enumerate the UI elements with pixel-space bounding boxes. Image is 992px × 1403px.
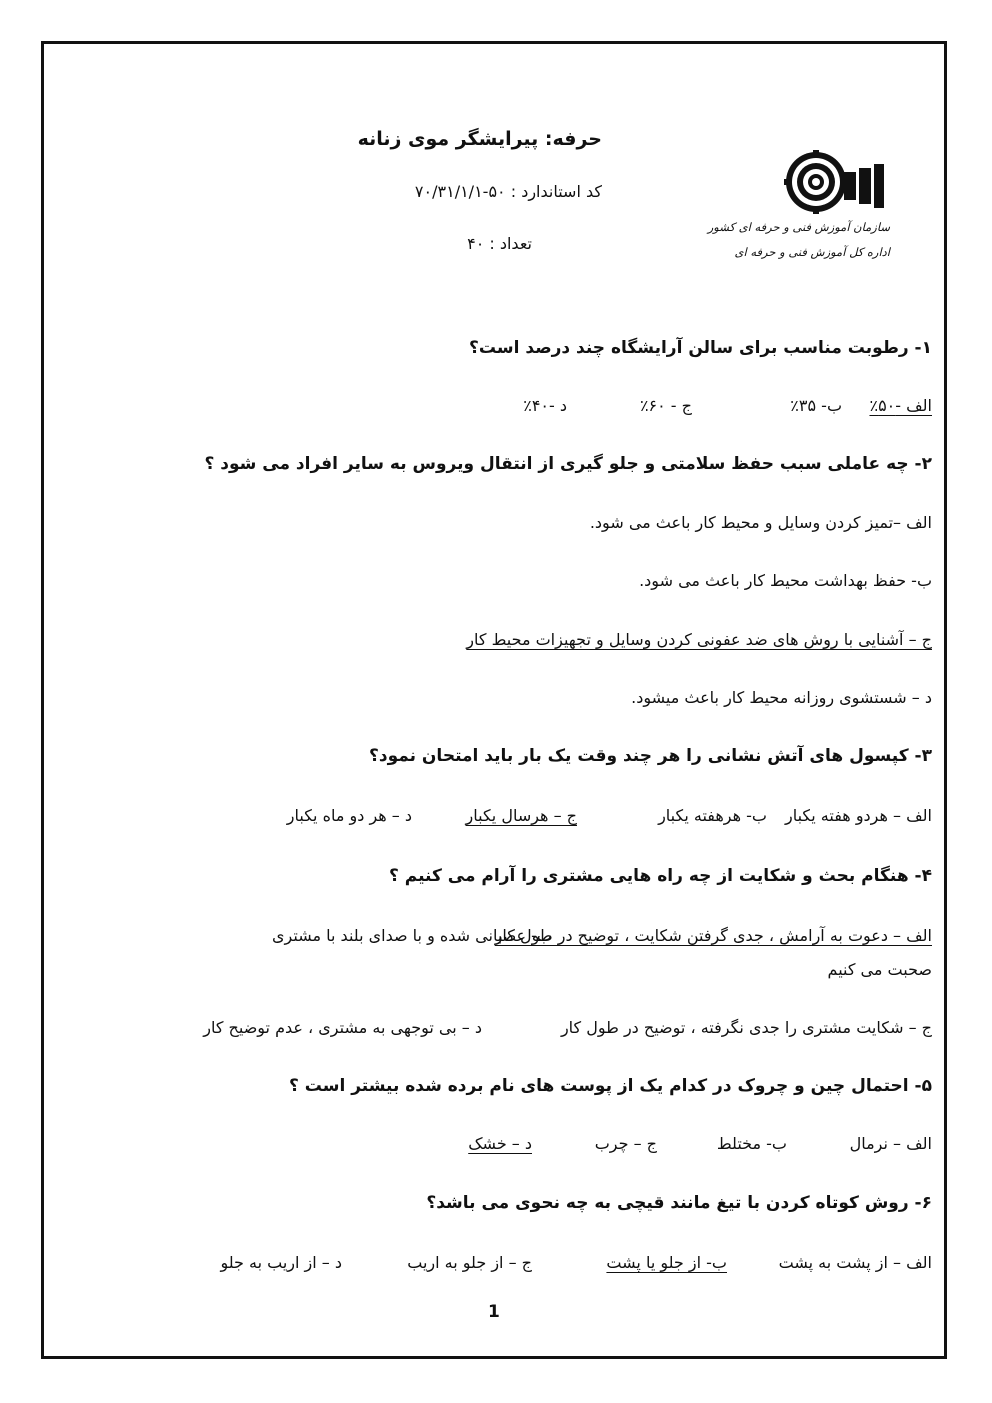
q1-option-d: د -۴۰٪ — [523, 396, 567, 415]
q6-option-c: ج – از جلو به اریب — [407, 1253, 532, 1272]
question-count: تعداد : ۴۰ — [467, 234, 532, 253]
q5-option-d: د – خشک — [468, 1134, 532, 1153]
question-2: ۲- چه عاملی سبب حفظ سلامتی و جلو گیری از انتقال ویروس به سایر افراد می شود ؟ — [204, 454, 932, 474]
standard-code: کد استاندارد : ۵۰-۷۰/۳۱/۱/۱ — [414, 182, 602, 201]
q6-option-b: ب- از جلو یا پشت — [606, 1253, 727, 1272]
q6-option-a: الف – از پشت به پشت — [778, 1253, 932, 1272]
q1-option-c: ج - ۶۰٪ — [639, 396, 692, 415]
q4-option-d: د – بی توجهی به مشتری ، عدم توضیح کار — [203, 1018, 482, 1037]
q2-option-b: ب- حفظ بهداشت محیط کار باعث می شود. — [639, 571, 932, 590]
q3-option-b: ب- هرهفته یکبار — [658, 806, 767, 825]
q4-option-a-continued: صحبت می کنیم — [827, 960, 932, 979]
document-title: حرفه: پیرایشگر موی زنانه — [357, 128, 602, 150]
q1-option-a: الف -۵۰٪ — [869, 396, 932, 415]
q1-option-b: ب- ۳۵٪ — [790, 396, 842, 415]
q2-option-c: ج – آشنایی با روش های ضد عفونی کردن وسایل و تجهیزات محیط کار — [466, 630, 932, 649]
q5-option-b: ب- مختلط — [716, 1134, 787, 1153]
logo-line-2: اداره کل آموزش فنی و حرفه ای — [734, 245, 890, 259]
q3-option-a: الف – هردو هفته یکبار — [785, 806, 932, 825]
page-number: 1 — [488, 1302, 500, 1322]
q3-option-c: ج – هرسال یکبار — [465, 806, 577, 825]
q4-option-c: ج – شکایت مشتری را جدی نگرفته ، توضیح در طول کار — [560, 1018, 932, 1037]
q6-option-d: د – از اریب به جلو — [220, 1253, 342, 1272]
question-5: ۵- احتمال چین و چروک در کدام یک از پوست های نام برده شده بیشتر است ؟ — [288, 1076, 932, 1096]
question-3: ۳- کپسول های آتش نشانی را هر چند وقت یک بار باید امتحان نمود؟ — [368, 746, 932, 766]
q3-option-d: د – هر دو ماه یکبار — [286, 806, 412, 825]
q2-option-a: الف –تمیز کردن وسایل و محیط کار باعث می شود. — [589, 513, 932, 532]
question-4: ۴- هنگام بحث و شکایت از چه راه هایی مشتری را آرام می کنیم ؟ — [388, 866, 932, 886]
question-6: ۶- روش کوتاه کردن با تیغ مانند قیچی به چه نحوی می باشد؟ — [426, 1193, 932, 1213]
q5-option-c: ج – چرب — [594, 1134, 657, 1153]
organization-logo — [707, 150, 890, 270]
q2-option-d: د – شستشوی روزانه محیط کار باعث میشود. — [631, 688, 932, 707]
q4-option-b: ب- عصبانی شده و با صدای بلند با مشتری — [272, 926, 552, 945]
q4-option-a: الف – دعوت به آرامش ، جدی گرفتن شکایت ، توضیح در طول کار — [494, 926, 932, 945]
gear-emblem-icon — [760, 150, 890, 220]
question-1: ۱- رطوبت مناسب برای سالن آرایشگاه چند درصد است؟ — [469, 338, 932, 358]
q5-option-a: الف – نرمال — [849, 1134, 932, 1153]
logo-line-1: سازمان آموزش فنی و حرفه ای کشور — [707, 220, 890, 234]
